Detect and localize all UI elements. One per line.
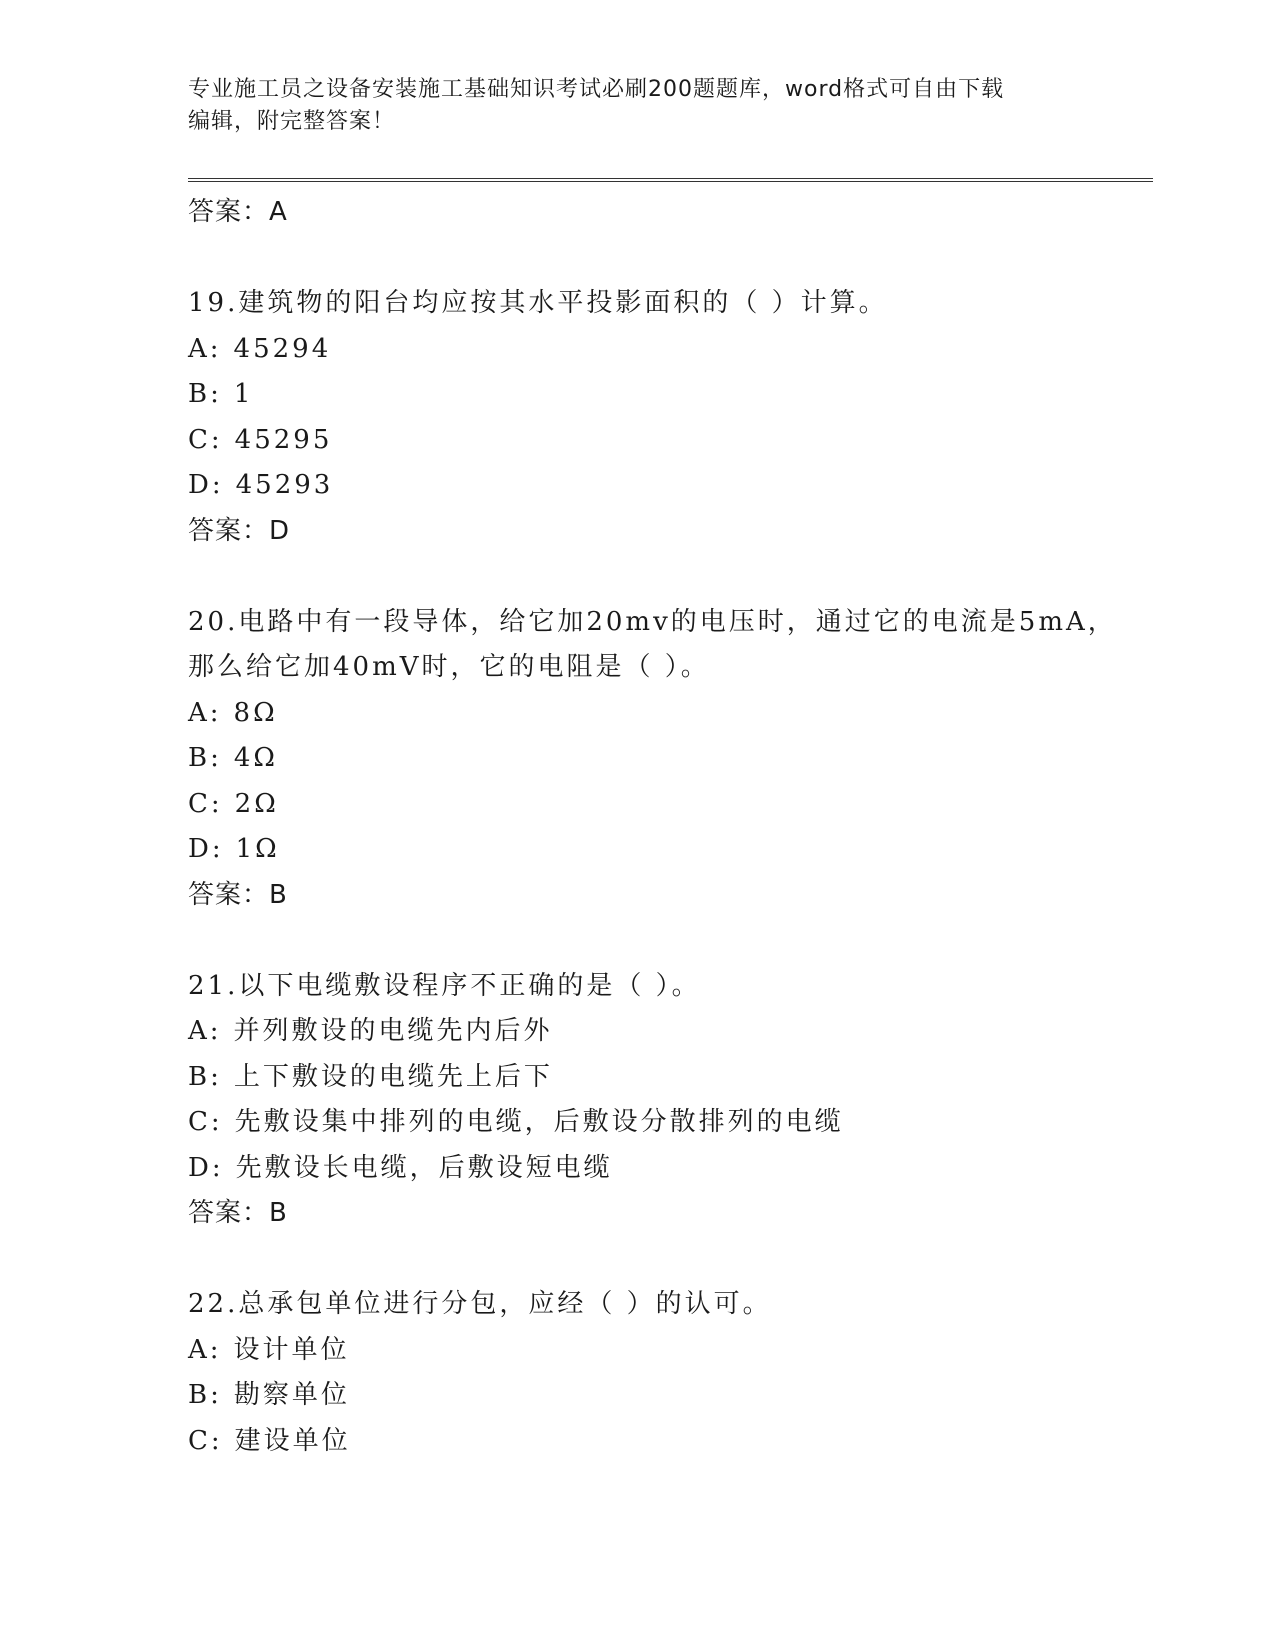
option-text: 8Ω (233, 697, 278, 728)
question-stem: 20.电路中有一段导体，给它加20mv的电压时，通过它的电流是5mA， (188, 606, 1117, 637)
option-text: 1Ω (235, 834, 280, 864)
option-row (188, 691, 1153, 737)
option-row (188, 1100, 1153, 1146)
header-line-2: 编辑，附完整答案！ (188, 109, 396, 134)
option-label: C: (188, 788, 223, 819)
option-row (188, 372, 1153, 418)
question-list (188, 190, 1153, 1464)
option-text: 4Ω (233, 743, 278, 773)
option-label: D: (188, 470, 224, 500)
question-stem: 22.总承包单位进行分包，应经（ ）的认可。 (188, 1289, 772, 1319)
option-text: 45295 (234, 424, 333, 455)
question-block (188, 1282, 1153, 1464)
question-spacer (188, 918, 1153, 964)
option-label: A: (188, 333, 222, 364)
option-text: 先敷设长电缆，后敷设短电缆 (235, 1152, 613, 1183)
option-label: A: (188, 1016, 222, 1046)
option-label: A: (188, 1334, 222, 1365)
option-text: 先敷设集中排列的电缆，后敷设分散排列的电缆 (234, 1107, 844, 1137)
option-row (188, 463, 1153, 509)
option-text: 并列敷设的电缆先内后外 (233, 1016, 553, 1046)
option-row (188, 782, 1153, 828)
option-row (188, 1146, 1153, 1192)
option-row (188, 418, 1153, 464)
question-block (188, 964, 1153, 1237)
option-label: D: (188, 834, 224, 864)
option-text: 2Ω (234, 788, 279, 819)
option-label: B: (188, 379, 222, 409)
option-text: 45294 (233, 333, 332, 364)
option-label: B: (188, 1380, 222, 1410)
answer-line: 答案：B (188, 879, 288, 910)
page-header (188, 74, 1088, 138)
option-row (188, 736, 1153, 782)
option-label: B: (188, 743, 222, 773)
question-block (188, 281, 1153, 554)
question-spacer (188, 236, 1153, 282)
option-label: C: (188, 1107, 223, 1137)
question-spacer (188, 1237, 1153, 1283)
question-stem: 21.以下电缆敷设程序不正确的是（ ）。 (188, 970, 701, 1001)
question-stem: 那么给它加40mV时，它的电阻是（ ）。 (188, 652, 710, 682)
option-label: C: (188, 1425, 223, 1456)
option-label: A: (188, 697, 222, 728)
option-row (188, 1373, 1153, 1419)
option-row (188, 1328, 1153, 1374)
answer-line: 答案：D (188, 515, 291, 546)
previous-answer: 答案：A (188, 197, 288, 227)
option-text: 建设单位 (234, 1425, 351, 1456)
answer-line: 答案：B (188, 1198, 288, 1228)
question-stem: 19.建筑物的阳台均应按其水平投影面积的（ ）计算。 (188, 288, 888, 318)
option-text: 设计单位 (233, 1334, 350, 1365)
option-text: 1 (233, 379, 254, 409)
option-row (188, 1055, 1153, 1101)
header-divider (188, 178, 1153, 182)
option-row (188, 327, 1153, 373)
option-label: B: (188, 1061, 222, 1092)
question-spacer (188, 554, 1153, 600)
option-text: 勘察单位 (233, 1380, 350, 1410)
option-label: D: (188, 1152, 224, 1183)
option-label: C: (188, 424, 223, 455)
option-row (188, 1419, 1153, 1465)
option-row (188, 1009, 1153, 1055)
option-text: 上下敷设的电缆先上后下 (233, 1061, 553, 1092)
question-block (188, 600, 1153, 919)
option-text: 45293 (235, 470, 334, 500)
header-line-1: 专业施工员之设备安装施工基础知识考试必刷200题题库，word格式可自由下载 (188, 77, 1005, 102)
option-row (188, 827, 1153, 873)
